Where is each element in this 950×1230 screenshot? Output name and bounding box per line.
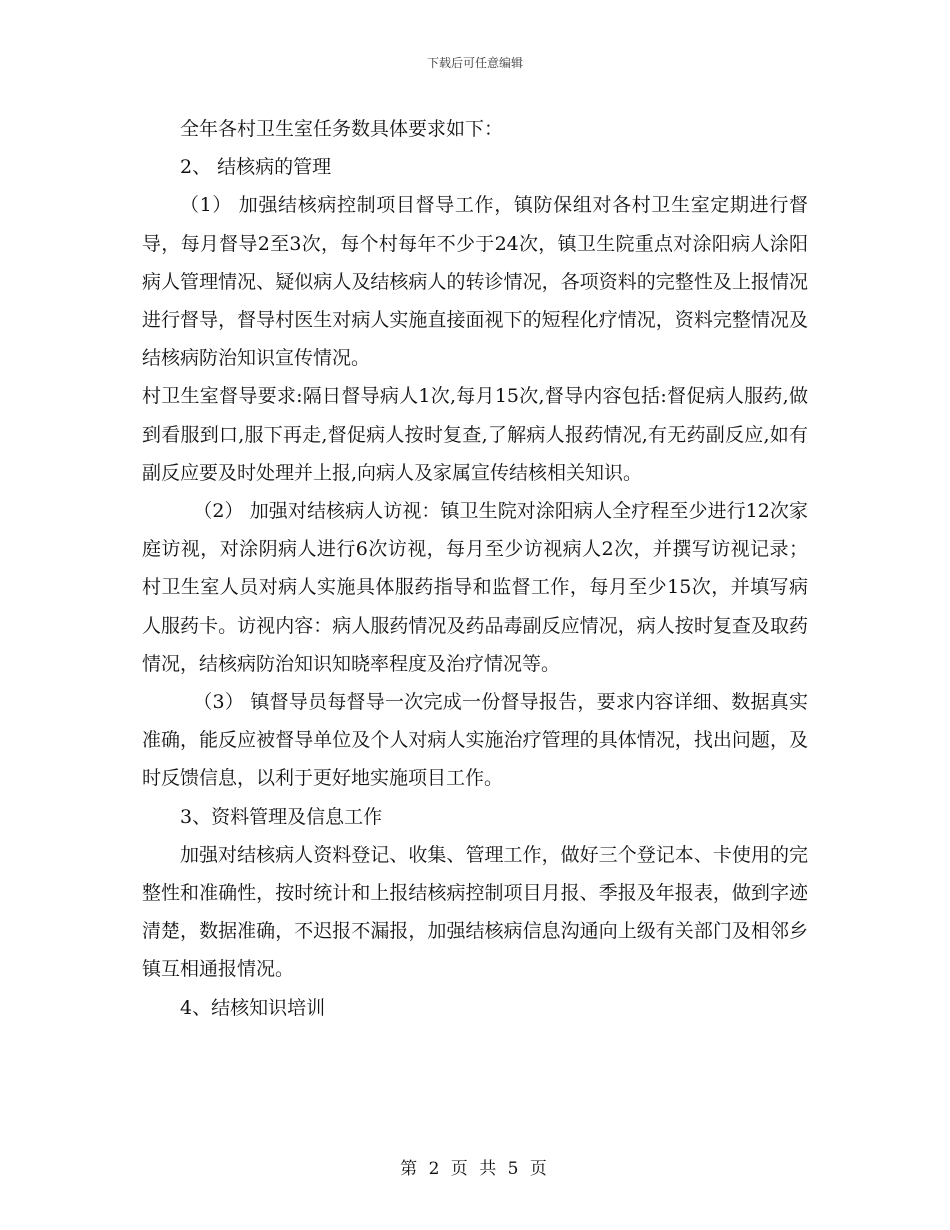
section-heading-2: 2、 结核病的管理 bbox=[180, 156, 332, 179]
section-heading-3: 3、资料管理及信息工作 bbox=[180, 805, 383, 828]
page-footer: 第 2 页 共 5 页 bbox=[400, 1159, 550, 1179]
paragraph-item-1: （1） 加强结核病控制项目督导工作，镇防保组对各村卫生室定期进行督导，每月督导2至3次，每个村每年不少于24次，镇卫生院重点对涂阳病人涂阳病人管理情况、疑似病人及结核病人的转诊情况，各项资料的完整性及上报情况进行督导，督导村医生对病人实施直接面视下的短程化疗情况，资料完整情况及结核病防治知识宣传情况。 bbox=[142, 194, 808, 370]
paragraph-intro: 全年各村卫生室任务数具体要求如下： bbox=[180, 118, 504, 140]
paragraph-item-3: （3） 镇督导员每督导一次完成一份督导报告，要求内容详细、数据真实准确，能反应被督导单位及个人对病人实施治疗管理的具体情况，找出问题，及时反馈信息，以利于更好地实施项目工作。 bbox=[142, 691, 808, 790]
page-header: 下载后可任意编辑 bbox=[426, 56, 523, 70]
section-heading-4: 4、结核知识培训 bbox=[180, 996, 326, 1019]
paragraph-data-management: 加强对结核病人资料登记、收集、管理工作，做好三个登记本、卡使用的完整性和准确性，按时统计和上报结核病控制项目月报、季报及年报表，做到字迹清楚，数据准确，不迟报不漏报，加强结核病信息沟通向上级有关部门及相邻乡镇互相通报情况。 bbox=[142, 843, 808, 981]
paragraph-village-requirements: 村卫生室督导要求:隔日督导病人1次,每月15次,督导内容包括:督促病人服药,做到看服到口,服下再走,督促病人按时复查,了解病人报药情况,有无药副反应,如有副反应要及时处理并上报,向病人及家属宣传结核相关知识。 bbox=[142, 385, 808, 484]
paragraph-item-2: （2） 加强对结核病人访视：镇卫生院对涂阳病人全疗程至少进行12次家庭访视，对涂阴病人进行6次访视，每月至少访视病人2次，并撰写访视记录；村卫生室人员对病人实施具体服药指导和监督工作，每月至少15次，并填写病人服药卡。访视内容：病人服药情况及药品毒副反应情况，病人按时复查及取药情况，结核病防治知识知晓率程度及治疗情况等。 bbox=[142, 500, 808, 675]
document-body bbox=[142, 110, 808, 1027]
